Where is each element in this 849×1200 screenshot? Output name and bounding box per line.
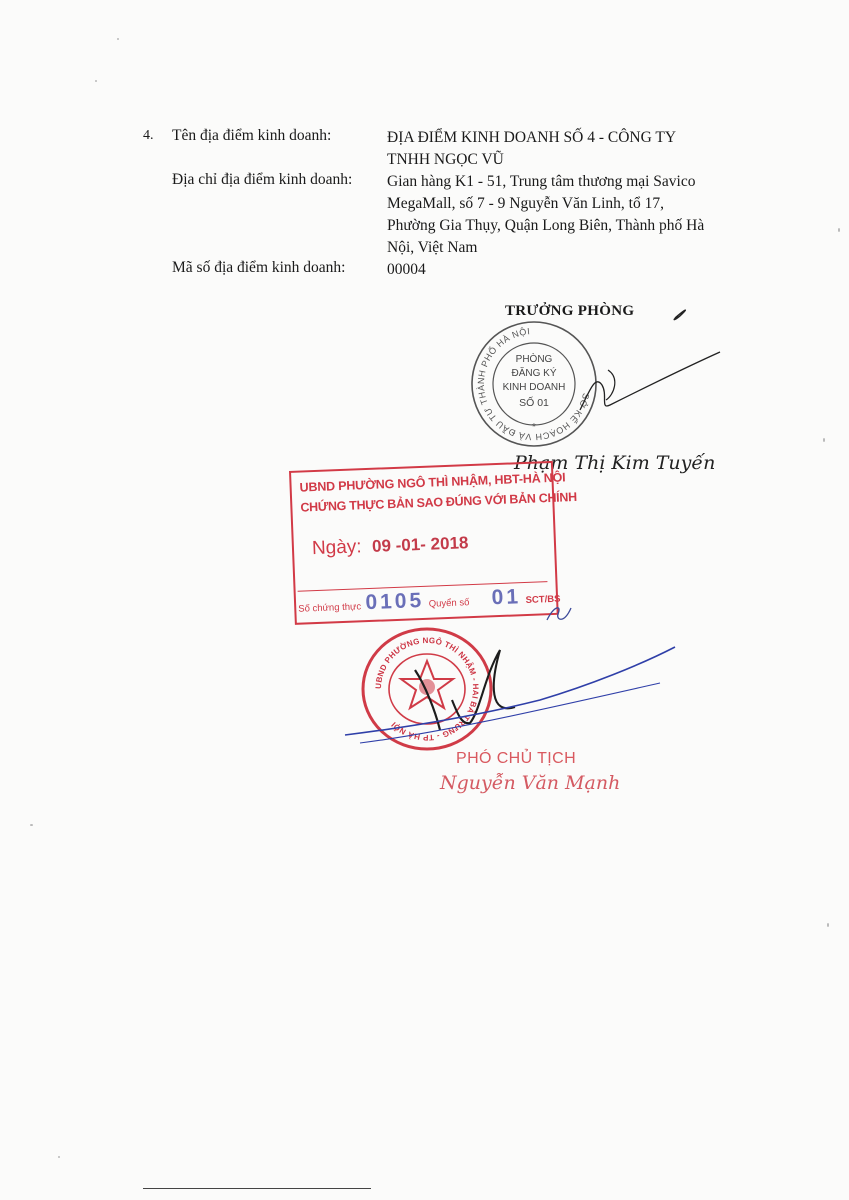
book-label: Quyển số [428,597,470,610]
footer-rule [143,1188,371,1189]
field-value-location-code [387,259,426,281]
certification-authority: UBND PHƯỜNG NGÔ THÌ NHẬM, HBT-HÀ NỘI [299,470,566,495]
certification-date-label: Ngày: [311,536,363,560]
certification-statement: CHỨNG THỰC BẢN SAO ĐÚNG VỚI BẢN CHÍNH [300,489,578,515]
stamp-center-line: PHÒNG [515,354,553,365]
certification-stamp [289,461,578,625]
value-line: 00004 [387,261,426,278]
seal-ring-text: UBND PHƯỜNG NGÔ THÌ NHẬM - HAI BÀ TRƯNG - TP HÀ NỘI [373,635,481,743]
scan-speck [838,228,840,232]
certification-number: 0105 [365,588,425,615]
field-value-location-name [387,127,676,171]
stamp-center-line: SỐ 01 [519,397,549,409]
scan-speck [95,80,97,82]
scan-speck [30,824,33,826]
field-value-location-address [387,171,704,259]
value-line: Phường Gia Thụy, Quận Long Biên, Thành phố Hà [387,217,705,234]
certification-number-label: Số chứng thực [298,601,362,615]
stamp-center-line: KINH DOANH [502,382,566,393]
field-label-location-address: Địa chỉ địa điểm kinh doanh: [172,171,353,188]
svg-text:*: * [532,422,536,433]
scan-speck [827,923,829,927]
field-label-location-name: Tên địa điểm kinh doanh: [172,127,332,144]
scan-speck [823,438,825,442]
field-label-location-code: Mã số địa điểm kinh doanh: [172,259,346,276]
value-line: Gian hàng K1 - 51, Trung tâm thương mại Savico [387,173,696,190]
signer-name: Phạm Thị Kim Tuyến [514,452,716,474]
handwritten-signature-head [570,300,730,425]
signer-title: TRƯỞNG PHÒNG [505,303,635,319]
scan-speck [117,38,119,40]
stamp-ring-text: SỞ KẾ HOẠCH VÀ ĐẦU TƯ THÀNH PHỐ HÀ NỘI [475,326,592,443]
vice-chairman-name: Nguyễn Văn Mạnh [440,772,621,794]
value-line: MegaMall, số 7 - 9 Nguyễn Văn Linh, tổ 17, [387,195,664,212]
item-number: 4. [143,128,154,143]
scan-speck [58,1156,60,1158]
certification-date: 09 -01- 2018 [371,533,469,556]
value-line: TNHH NGỌC VŨ [387,151,504,168]
book-number: 01 [491,585,522,610]
value-line: ĐỊA ĐIỂM KINH DOANH SỐ 4 - CÔNG TY [387,129,677,146]
stamp-center-line: ĐĂNG KÝ [511,368,557,379]
value-line: Nội, Việt Nam [387,239,478,256]
handwritten-signature-vice-chairman [340,615,680,765]
vice-chairman-title: PHÓ CHỦ TỊCH [456,750,577,767]
book-suffix: SCT/BS [525,593,561,607]
certification-number-row [298,581,561,618]
certification-date-row [312,532,469,560]
